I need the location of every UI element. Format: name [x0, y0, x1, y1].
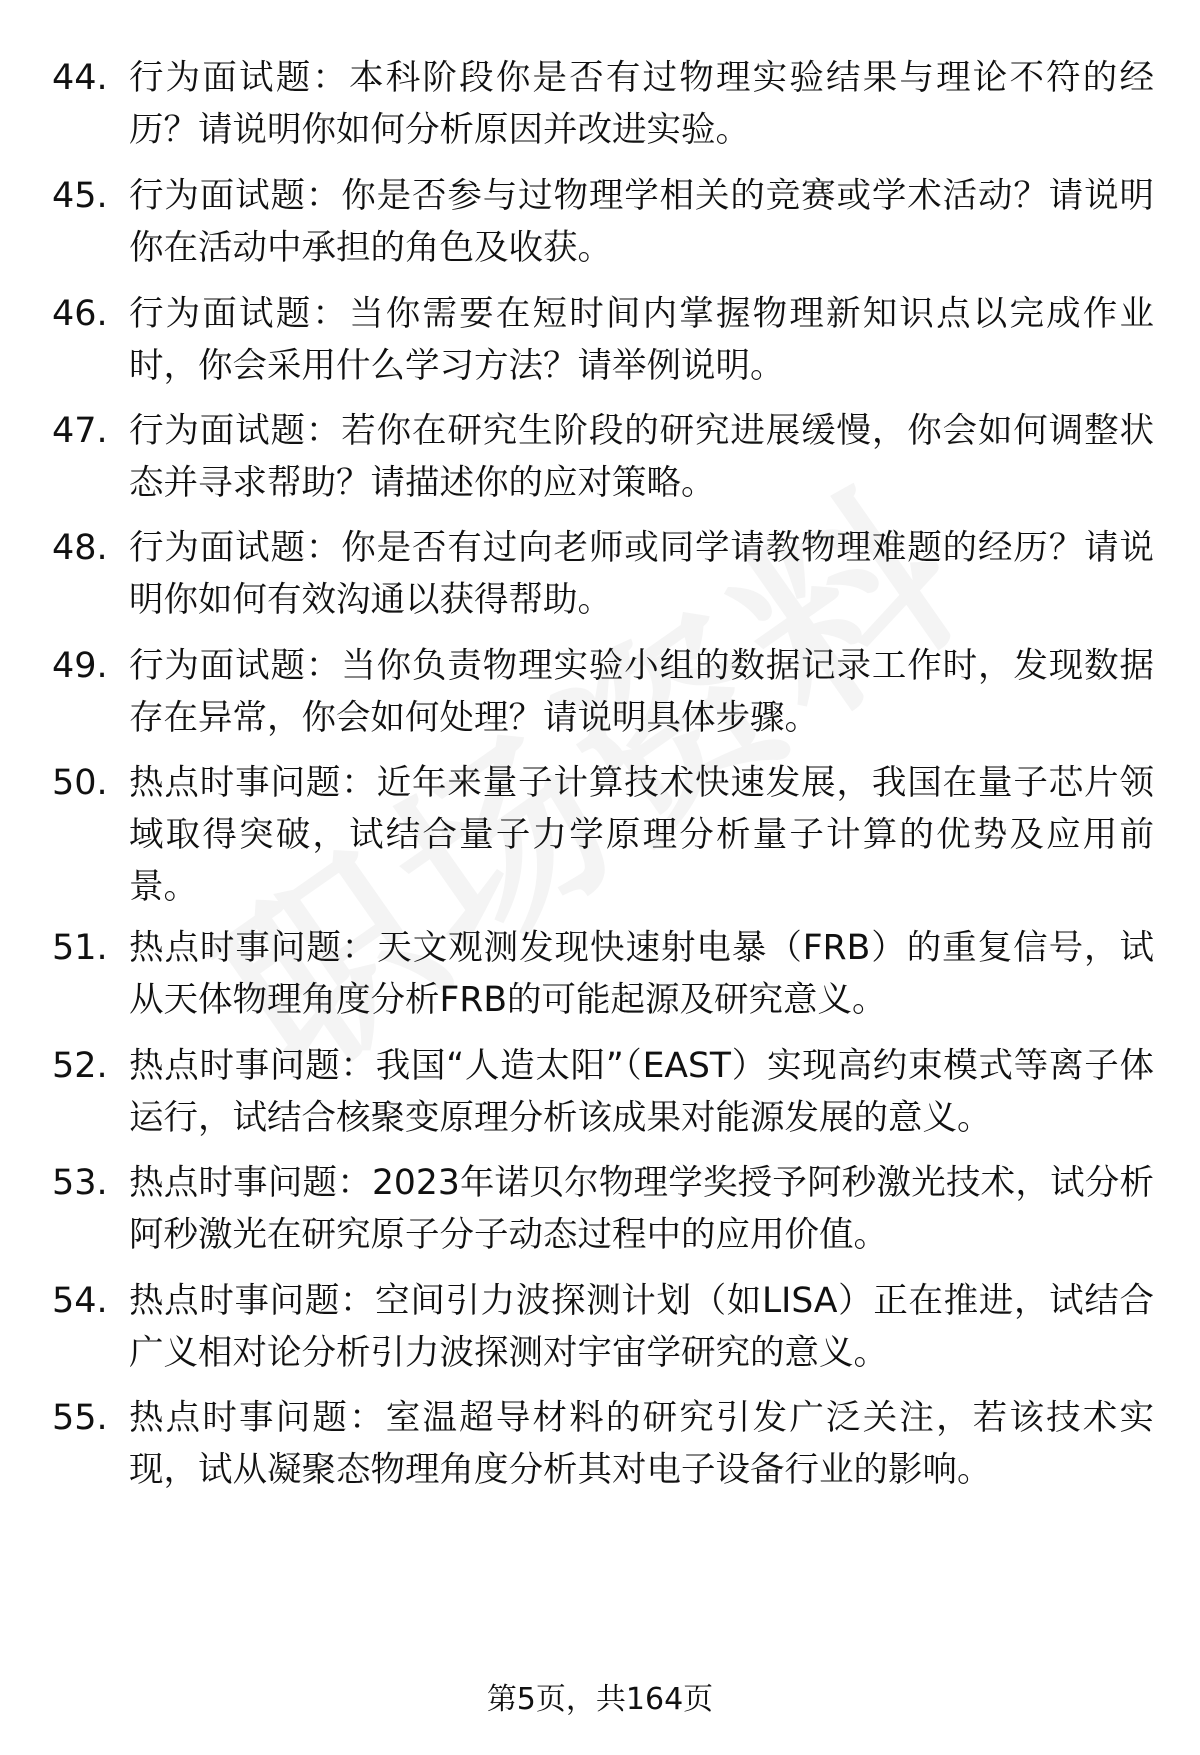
question-number: 52. [52, 1046, 108, 1086]
question-number: 47. [52, 411, 108, 451]
question-text: 热点时事问题：空间引力波探测计划（如LISA）正在推进，试结合广义相对论分析引力波探测对宇宙学研究的意义。 [129, 1281, 1154, 1373]
question-number: 51. [52, 928, 108, 968]
question-text: 热点时事问题：近年来量子计算技术快速发展，我国在量子芯片领域取得突破，试结合量子力学原理分析量子计算的优势及应用前景。 [129, 763, 1154, 907]
question-text: 行为面试题：你是否参与过物理学相关的竞赛或学术活动？请说明你在活动中承担的角色及收获。 [129, 176, 1154, 268]
question-number: 53. [52, 1163, 108, 1203]
question-number: 48. [52, 528, 108, 568]
question-text: 行为面试题：当你负责物理实验小组的数据记录工作时，发现数据存在异常，你会如何处理？请说明具体步骤。 [129, 646, 1154, 738]
question-text: 热点时事问题：2023年诺贝尔物理学奖授予阿秒激光技术，试分析阿秒激光在研究原子分子动态过程中的应用价值。 [129, 1163, 1154, 1255]
question-text: 热点时事问题：我国“人造太阳”（EAST）实现高约束模式等离子体运行，试结合核聚变原理分析该成果对能源发展的意义。 [129, 1046, 1154, 1138]
question-number: 46. [52, 294, 108, 334]
page-number: 第5页，共164页 [486, 1682, 714, 1717]
question-number: 55. [52, 1398, 108, 1438]
question-text: 行为面试题：若你在研究生阶段的研究进展缓慢，你会如何调整状态并寻求帮助？请描述你的应对策略。 [129, 411, 1154, 503]
question-text: 热点时事问题：室温超导材料的研究引发广泛关注，若该技术实现，试从凝聚态物理角度分析其对电子设备行业的影响。 [129, 1398, 1154, 1490]
question-number: 54. [52, 1281, 108, 1321]
question-text: 行为面试题：本科阶段你是否有过物理实验结果与理论不符的经历？请说明你如何分析原因并改进实验。 [129, 58, 1154, 150]
question-number: 45. [52, 176, 108, 216]
question-text: 行为面试题：当你需要在短时间内掌握物理新知识点以完成作业时，你会采用什么学习方法？请举例说明。 [129, 294, 1154, 386]
question-number: 44. [52, 58, 108, 98]
question-number: 50. [52, 763, 108, 803]
question-number: 49. [52, 646, 108, 686]
question-text: 热点时事问题：天文观测发现快速射电暴（FRB）的重复信号，试从天体物理角度分析FRB的可能起源及研究意义。 [129, 928, 1154, 1020]
question-text: 行为面试题：你是否有过向老师或同学请教物理难题的经历？请说明你如何有效沟通以获得帮助。 [129, 528, 1154, 620]
